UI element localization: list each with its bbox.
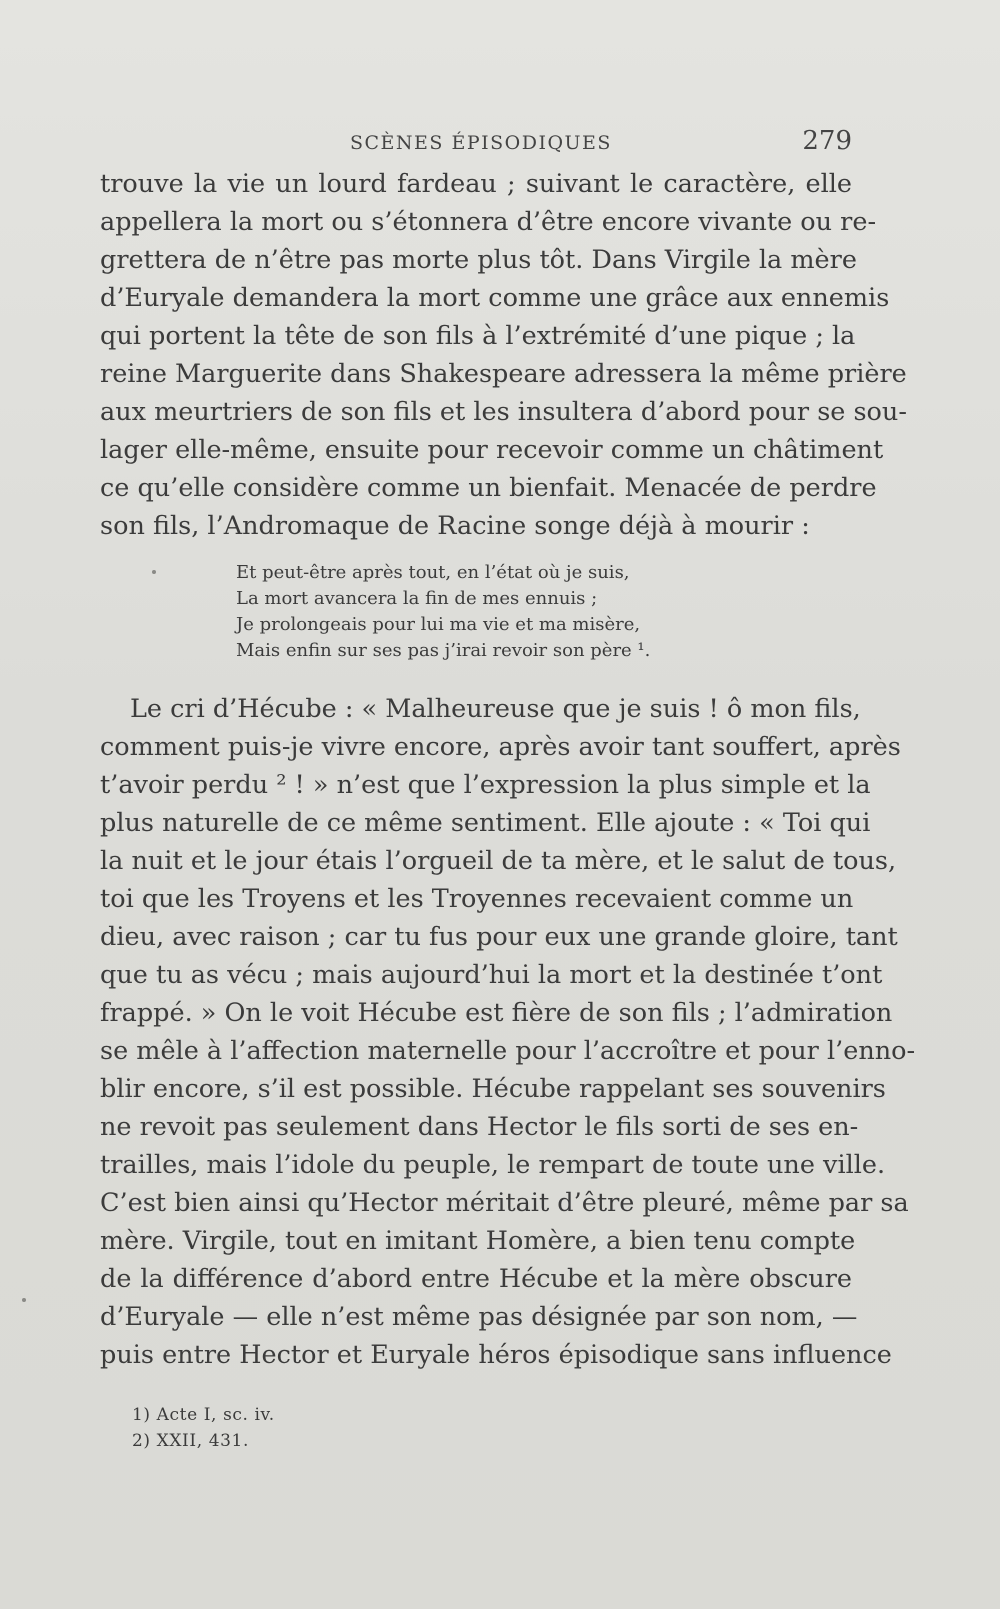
text-line: dieu, avec raison ; car tu fus pour eux une grande gloire, tant [100, 922, 898, 952]
verse-quotation [236, 560, 736, 664]
page-header [100, 126, 860, 166]
text-line: puis entre Hector et Euryale héros épisodique sans influence [100, 1340, 892, 1370]
text-line: d’Euryale — elle n’est même pas désignée par son nom, — [100, 1302, 858, 1332]
verse-line: Et peut-être après tout, en l’état où je suis, [236, 562, 630, 583]
verse-line: La mort avancera la fin de mes ennuis ; [236, 588, 598, 609]
text-line: frappé. » On le voit Hécube est fière de son fils ; l’admiration [100, 998, 893, 1028]
text-line: aux meurtriers de son fils et les insultera d’abord pour se sou- [100, 397, 907, 427]
text-line: ce qu’elle considère comme un bienfait. Menacée de perdre [100, 473, 877, 503]
page-number: 279 [802, 126, 852, 156]
paper-speck [152, 570, 156, 574]
text-line: la nuit et le jour étais l’orgueil de ta mère, et le salut de tous, [100, 846, 897, 876]
text-line: ne revoit pas seulement dans Hector le fils sorti de ses en- [100, 1112, 859, 1142]
text-line: se mêle à l’affection maternelle pour l’accroître et pour l’enno- [100, 1036, 916, 1066]
text-line: plus naturelle de ce même sentiment. Elle ajoute : « Toi qui [100, 808, 871, 838]
text-line: blir encore, s’il est possible. Hécube rappelant ses souvenirs [100, 1074, 886, 1104]
running-head: SCÈNES ÉPISODIQUES [350, 132, 612, 154]
text-line: reine Marguerite dans Shakespeare adressera la même prière [100, 359, 907, 389]
paragraph-2 [100, 690, 916, 1374]
text-line: d’Euryale demandera la mort comme une grâce aux ennemis [100, 283, 890, 313]
verse-line: Je prolongeais pour lui ma vie et ma misère, [236, 614, 641, 635]
footnotes [132, 1402, 532, 1454]
text-line: mère. Virgile, tout en imitant Homère, a bien tenu compte [100, 1226, 856, 1256]
text-line: comment puis-je vivre encore, après avoir tant souffert, après [100, 732, 901, 762]
paragraph-1 [100, 165, 907, 545]
text-line: appellera la mort ou s’étonnera d’être encore vivante ou re- [100, 207, 877, 237]
text-line: son fils, l’Andromaque de Racine songe déjà à mourir : [100, 511, 810, 541]
text-line: t’avoir perdu ² ! » n’est que l’expression la plus simple et la [100, 770, 871, 800]
text-line: lager elle-même, ensuite pour recevoir comme un châtiment [100, 435, 884, 465]
text-line: trouve la vie un lourd fardeau ; suivant le caractère, elle [100, 169, 852, 199]
text-line: toi que les Troyens et les Troyennes recevaient comme un [100, 884, 854, 914]
text-line: trailles, mais l’idole du peuple, le rempart de toute une ville. [100, 1150, 886, 1180]
text-line: que tu as vécu ; mais aujourd’hui la mort et la destinée t’ont [100, 960, 883, 990]
text-line: Le cri d’Hécube : « Malheureuse que je suis ! ô mon fils, [130, 694, 861, 724]
text-line: de la différence d’abord entre Hécube et la mère obscure [100, 1264, 852, 1294]
text-line: C’est bien ainsi qu’Hector méritait d’être pleuré, même par sa [100, 1188, 909, 1218]
paper-speck [22, 1298, 26, 1302]
text-line: grettera de n’être pas morte plus tôt. Dans Virgile la mère [100, 245, 857, 275]
footnote: 1) Acte I, sc. iv. [132, 1405, 275, 1425]
text-line: qui portent la tête de son fils à l’extrémité d’une pique ; la [100, 321, 856, 351]
verse-line: Mais enfin sur ses pas j’irai revoir son père ¹. [236, 640, 651, 661]
footnote: 2) XXII, 431. [132, 1431, 249, 1451]
